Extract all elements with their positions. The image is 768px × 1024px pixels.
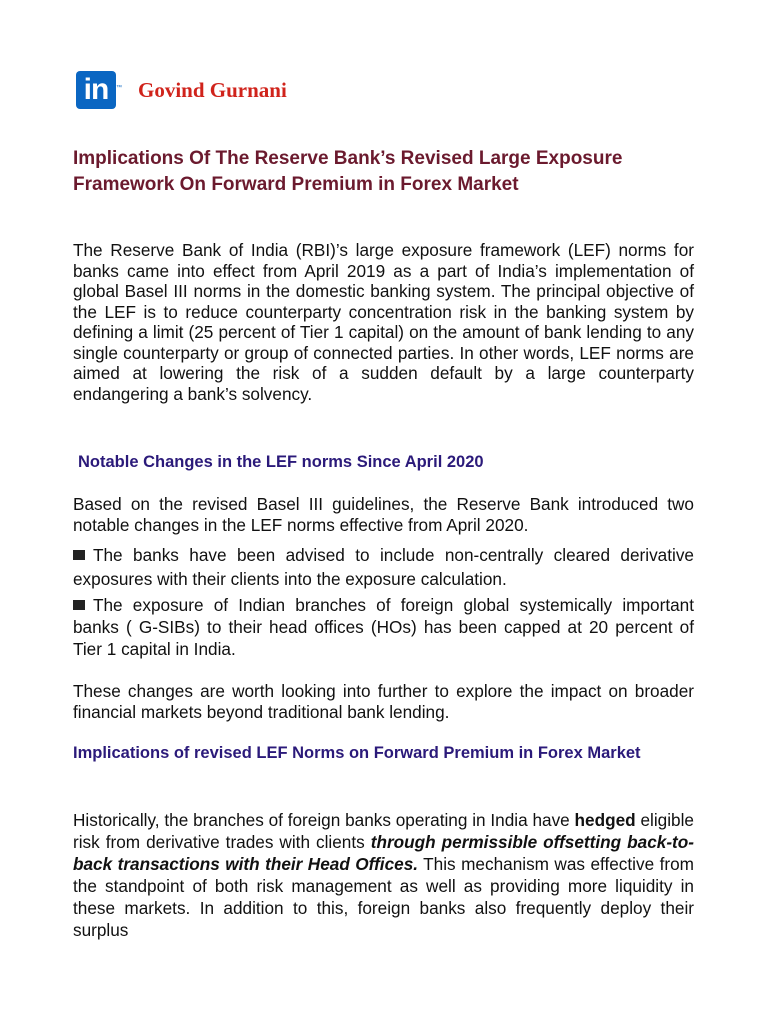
- section2-paragraph: [73, 809, 694, 941]
- author-name: Govind Gurnani: [138, 77, 287, 102]
- square-bullet-icon: [73, 600, 85, 610]
- bullet-text: The banks have been advised to include non-centrally cleared derivative exposures with their clients into the exposure calculation.: [73, 545, 694, 589]
- section-heading-implications: Implications of revised LEF Norms on Forward Premium in Forex Market: [73, 744, 641, 762]
- bullet-text: The exposure of Indian branches of foreign global systemically important banks ( G-SIBs) to their head offices (HOs) has been capped at 20 percent of Tier 1 capital in India.: [73, 595, 694, 659]
- linkedin-logo-text: in: [83, 73, 109, 106]
- intro-paragraph: The Reserve Bank of India (RBI)’s large exposure framework (LEF) norms for banks came into effect from April 2019 as a part of India’s implementation of global Basel III norms in the domestic banking system. The principal objective of the LEF is to reduce counterparty concentration risk in the banking system by defining a limit (25 percent of Tier 1 capital) on the amount of bank lending to any single counterparty or group of connected parties. In other words, LEF norms are aimed at lowering the risk of a sudden default by a large counterparty endangering a bank’s solvency.: [73, 240, 694, 404]
- square-bullet-icon: [73, 550, 85, 560]
- bullet-item: [73, 594, 694, 660]
- bullet-item: [73, 543, 694, 591]
- section1-lead-paragraph: Based on the revised Basel III guidelines, the Reserve Bank introduced two notable changes in the LEF norms effective from April 2020.: [73, 494, 694, 535]
- section2-text-3: This mechanism was effective from the standpoint of both risk management as well as providing more liquidity in these markets. In addition to this, foreign banks also frequently deploy their surplus: [73, 854, 694, 940]
- linkedin-icon[interactable]: [76, 71, 122, 109]
- header: [76, 71, 287, 109]
- section1-closing-paragraph: These changes are worth looking into further to explore the impact on broader financial markets beyond traditional bank lending.: [73, 681, 694, 722]
- section2-bold-italic-text: through permissible offsetting back-to-back transactions with their Head Offices.: [73, 832, 694, 874]
- section2-text-1: Historically, the branches of foreign banks operating in India have: [73, 810, 575, 830]
- section2-bold-text: hedged: [574, 810, 636, 830]
- linkedin-trademark: ™: [116, 85, 122, 91]
- document-title: Implications Of The Reserve Bank’s Revised Large Exposure Framework On Forward Premium in Forex Market: [73, 148, 623, 195]
- section2-text-2: eligible risk from derivative trades with clients: [73, 810, 694, 852]
- section-heading-notable-changes: Notable Changes in the LEF norms Since April 2020: [78, 453, 484, 471]
